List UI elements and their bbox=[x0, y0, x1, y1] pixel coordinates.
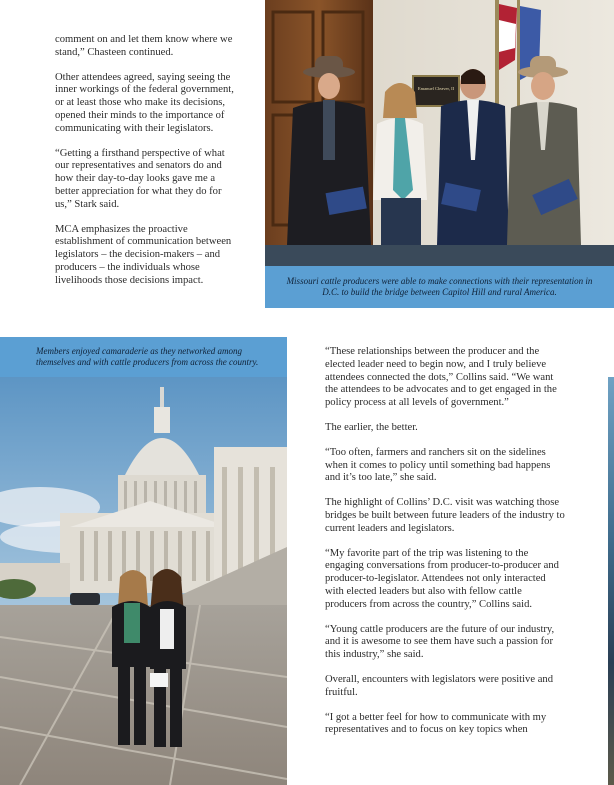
right-column-text bbox=[325, 346, 565, 749]
paragraph: “I got a better feel for how to communicate with my representatives and to focus on key topics when bbox=[325, 711, 547, 736]
photo-caption: Missouri cattle producers were able to make connections with their representation in D.C. to build the bridge between Capitol Hill and rural America. bbox=[265, 266, 614, 308]
group-photo-office bbox=[265, 0, 614, 266]
adjacent-page-edge bbox=[608, 377, 614, 785]
paragraph: comment on and let them know where we stand,” Chasteen continued. bbox=[55, 34, 233, 58]
paragraph: “Young cattle producers are the future of our industry, and it is awesome to see them have such a passion for this industry,” she said. bbox=[325, 623, 555, 661]
paragraph: Overall, encounters with legislators were positive and fruitful. bbox=[325, 673, 553, 698]
capitol-photo-illustration bbox=[0, 377, 287, 785]
paragraph: MCA emphasizes the proactive establishment of communication between legislators – the decision-makers – and producers – the individuals whose livelihoods those decisions impact. bbox=[55, 223, 232, 286]
nameplate-text: Emanuel Cleaver, II bbox=[417, 86, 455, 91]
photo-caption: Members enjoyed camaraderie as they networked among themselves and with cattle producers from across the country. bbox=[0, 337, 287, 377]
left-column-text bbox=[55, 34, 235, 300]
paragraph: The earlier, the better. bbox=[325, 421, 418, 433]
paragraph: “Too often, farmers and ranchers sit on the sidelines when it comes to policy until something bad happens and it’s too late,” she said. bbox=[325, 446, 551, 484]
paragraph: Other attendees agreed, saying seeing the inner workings of the federal government, or at least those who make its decisions, opened their minds to the importance of communicating with their legislators. bbox=[55, 71, 234, 134]
paragraph: The highlight of Collins’ D.C. visit was watching those bridges be built between future leaders of the industry to current leaders and legislators. bbox=[325, 497, 565, 534]
capitol-photo bbox=[0, 377, 287, 785]
paragraph: “Getting a firsthand perspective of what our representatives and senators do and how their day-to-day looks gave me a better appreciation for what they do for us,” Stark said. bbox=[55, 147, 225, 210]
paragraph: “My favorite part of the trip was listening to the engaging conversations from producer-to-producer and producer-to-legislator. Attendees not only interacted with elected leaders but also with fellow cattle producers from across the country,” Collins said. bbox=[325, 547, 559, 610]
paragraph: “These relationships between the producer and the elected leader need to begin now, and I truly believe attendees connected the dots,” Collins said. “We want the attendees to be advocates and to get engaged in the policy process at all levels of government.” bbox=[325, 346, 557, 409]
group-photo-illustration bbox=[265, 0, 614, 266]
